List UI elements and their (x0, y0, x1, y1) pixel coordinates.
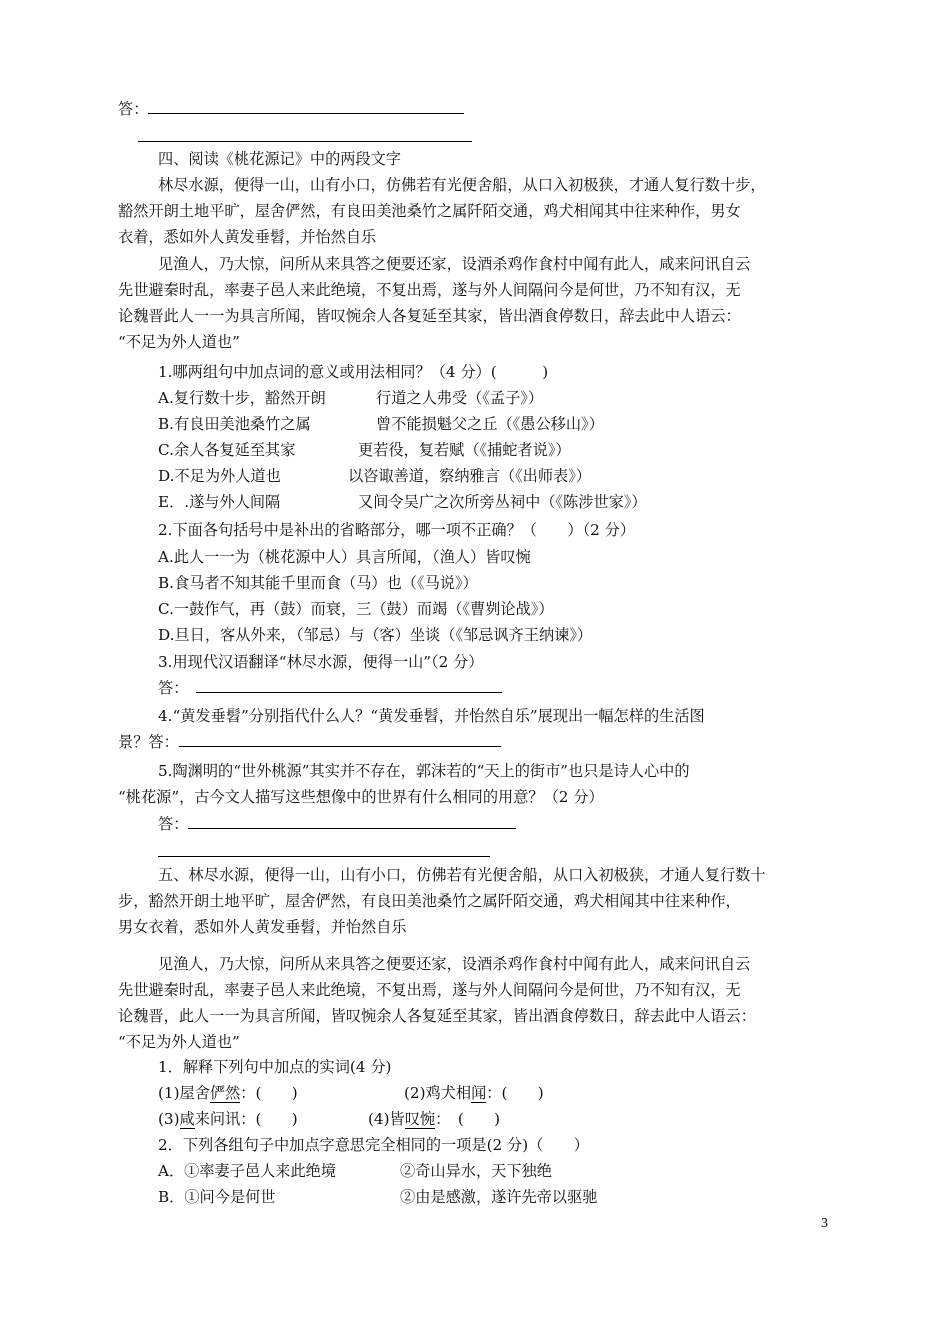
answer-blank[interactable] (148, 98, 464, 114)
question-4-answer (118, 729, 501, 755)
question-2-stem: 2.下面各句括号中是补出的省略部分，哪一项不正确？（ ）（2 分） (158, 521, 636, 539)
option-b[interactable] (158, 411, 311, 437)
dotted-word: 咸 (179, 1110, 195, 1128)
question-3-answer (158, 675, 502, 701)
dotted-word: 叹惋 (404, 1110, 436, 1128)
item-text: (4)皆 (368, 1110, 405, 1128)
option-c[interactable] (158, 437, 295, 463)
option-a[interactable]: A.此人一一为（桃花源中人）具言所闻，（渔人）皆叹惋 (158, 548, 531, 566)
option-text: E．.遂与外人间隔 (158, 493, 281, 511)
passage-line: 见渔人，乃大惊，问所从来具答之便要还家，设酒杀鸡作食村中闻有此人，咸来问讯自云 (158, 955, 751, 973)
option-text: B.有良田美池桑竹之属 (158, 415, 311, 433)
answer-blank-line[interactable] (138, 141, 472, 142)
s5-question-2-stem: 2．下列各组句子中加点字意思完全相同的一项是(2 分)（ ） (158, 1136, 589, 1154)
question-4-stem: 4.“黄发垂髫”分别指代什么人？“黄发垂髫，并怡然自乐”展现出一幅怎样的生活图 (158, 707, 705, 725)
passage-line: “不足为外人道也” (118, 1033, 240, 1051)
passage-line: 论魏晋此人一一为具言所闻，皆叹惋余人各复延至其家，皆出酒食停数日，辞去此中人语云： (118, 307, 741, 325)
item-text: (3) (158, 1110, 180, 1128)
dotted-word: 闻 (471, 1084, 487, 1102)
s5-q1-item-4 (368, 1106, 500, 1132)
item-text: (2)鸡犬相 (404, 1084, 472, 1102)
passage-line: 步，豁然开朗土地平旷，屋舍俨然，有良田美池桑竹之属阡陌交通，鸡犬相闻其中往来种作， (118, 892, 741, 910)
section-4-heading: 四、阅读《桃花源记》中的两段文字 (158, 150, 401, 168)
page-number: 3 (821, 1216, 828, 1231)
answer-label: 答： (158, 679, 189, 697)
option-d-ref: 以咨诹善道，察纳雅言（《出师表》） (348, 467, 591, 485)
question-5-answer (158, 811, 516, 837)
s5-q1-item-2 (404, 1080, 544, 1106)
passage-line: 见渔人，乃大惊，问所从来具答之便要还家，设酒杀鸡作食村中闻有此人，咸来问讯自云 (158, 255, 751, 273)
option-a[interactable] (158, 385, 326, 411)
option-c[interactable]: C.一鼓作气，再（鼓）而衰，三（鼓）而竭（《曹刿论战》） (158, 600, 554, 618)
answer-label: 答： (118, 100, 149, 118)
option-b-ref: 曾不能损魁父之丘（《愚公移山》） (376, 415, 604, 433)
item-blank[interactable]: ： ( ) (435, 1110, 501, 1128)
passage-line: 豁然开朗土地平旷，屋舍俨然，有良田美池桑竹之属阡陌交通，鸡犬相闻其中往来种作，男女 (118, 202, 741, 220)
s5-question-1-stem: 1．解释下列句中加点的实词(4 分) (158, 1058, 392, 1076)
passage-line: 男女衣着，悉如外人黄发垂髫，并怡然自乐 (118, 918, 407, 936)
option-e[interactable] (158, 489, 280, 515)
option-c-ref: 更若役，复若赋（《捕蛇者说》） (358, 441, 571, 459)
option-b[interactable]: B.食马者不知其能千里而食（马）也（《马说》） (158, 574, 478, 592)
option-text: D.不足为外人道也 (158, 467, 281, 485)
option-d[interactable] (158, 463, 281, 489)
question-5-stem: 5.陶渊明的“世外桃源”其实并不存在，郭沫若的“天上的街市”也只是诗人心中的 (158, 762, 690, 780)
option-a-second: ②奇山异水，天下独绝 (400, 1162, 552, 1180)
s5-q1-item-1 (158, 1080, 298, 1106)
passage-line: 衣着，悉如外人黄发垂髫，并怡然自乐 (118, 228, 377, 246)
s5-q1-item-3 (158, 1106, 298, 1132)
answer-blank-line[interactable] (158, 856, 490, 857)
option-b-second: ②由是感激，遂许先帝以驱驰 (400, 1188, 598, 1206)
item-blank[interactable]: ：( ) (240, 1084, 298, 1102)
passage-line: “不足为外人道也” (118, 333, 240, 351)
answer-blank[interactable] (188, 813, 516, 829)
option-b[interactable]: B．①问今是何世 (158, 1188, 276, 1206)
section-5-passage-line: 五、林尽水源，便得一山，山有小口，仿佛若有光便舍船，从口入初极狭，才通人复行数十 (158, 866, 766, 884)
option-a[interactable]: A．①率妻子邑人来此绝境 (158, 1162, 337, 1180)
question-1-stem: 1.哪两组句中加点词的意义或用法相同？（4 分）( ) (158, 363, 549, 381)
option-d[interactable]: D.旦日，客从外来，（邹忌）与（客）坐谈（《邹忌讽齐王纳谏》） (158, 626, 593, 644)
item-text: (1)屋舍 (158, 1084, 210, 1102)
item-blank[interactable]: ：( ) (486, 1084, 544, 1102)
passage-line: 林尽水源，便得一山，山有小口，仿佛若有光便舍船，从口入初极狭，才通人复行数十步， (158, 176, 766, 194)
answer-blank[interactable] (179, 731, 501, 747)
dotted-word: 俨然 (209, 1084, 241, 1102)
passage-line: 论魏晋，此人一一为具言所闻，皆叹惋余人各复延至其家，皆出酒食停数日，辞去此中人语云： (118, 1007, 756, 1025)
question-3-stem: 3.用现代汉语翻译“林尽水源，便得一山”（2 分） (158, 653, 484, 671)
option-e-ref: 又间令吴广之次所旁丛祠中（《陈涉世家》） (358, 493, 647, 511)
option-a-ref: 行道之人弗受（《孟子》） (376, 389, 544, 407)
answer-blank[interactable] (196, 677, 502, 693)
item-blank[interactable]: 来问讯：( ) (194, 1110, 298, 1128)
question-4-stem-end: 景？答： (118, 733, 179, 751)
passage-line: 先世避秦时乱，率妻子邑人来此绝境，不复出焉，遂与外人间隔问今是何世，乃不知有汉，无 (118, 281, 741, 299)
option-text: A.复行数十步，豁然开朗 (158, 389, 326, 407)
answer-label: 答： (158, 815, 189, 833)
answer-line-top (118, 96, 464, 122)
question-5-stem-2: “桃花源”，古今文人描写这些想像中的世界有什么相同的用意？（2 分） (118, 788, 604, 806)
option-text: C.余人各复延至其家 (158, 441, 296, 459)
passage-line: 先世避秦时乱，率妻子邑人来此绝境，不复出焉，遂与外人间隔问今是何世，乃不知有汉，无 (118, 981, 741, 999)
